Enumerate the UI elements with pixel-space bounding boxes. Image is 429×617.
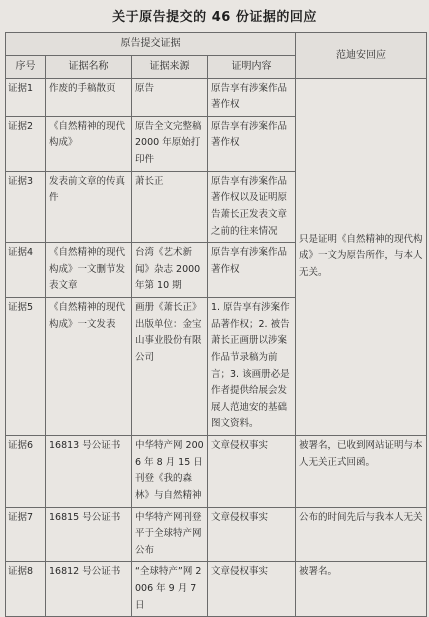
header-response: 范迪安回应 bbox=[296, 33, 427, 79]
row-id: 证据6 bbox=[6, 436, 46, 508]
row-name: 发表前文章的传真件 bbox=[46, 171, 132, 243]
row-id: 证据8 bbox=[6, 562, 46, 617]
row-content: 文章侵权事实 bbox=[208, 507, 296, 562]
header-row-group bbox=[6, 33, 427, 56]
row-name: 《自然精神的现代构成》一文发表 bbox=[46, 298, 132, 436]
row-name: 作废的手稿散页 bbox=[46, 78, 132, 116]
row-content: 原告享有涉案作品著作权 bbox=[208, 116, 296, 171]
header-name: 证据名称 bbox=[46, 56, 132, 79]
row-content: 原告享有涉案作品著作权 bbox=[208, 78, 296, 116]
header-id: 序号 bbox=[6, 56, 46, 79]
row-content: 文章侵权事实 bbox=[208, 436, 296, 508]
row-source: 中华特产网刊登平于全球特产网公布 bbox=[132, 507, 208, 562]
row-source: “全球特产”网 2006 年 9 月 7 日 bbox=[132, 562, 208, 617]
table-row bbox=[6, 78, 427, 116]
header-source: 证据来源 bbox=[132, 56, 208, 79]
row-source: 原告全文完整稿 2000 年原始打印件 bbox=[132, 116, 208, 171]
row-id: 证据1 bbox=[6, 78, 46, 116]
row-name: 16812 号公证书 bbox=[46, 562, 132, 617]
header-group: 原告提交证据 bbox=[6, 33, 296, 56]
row-source: 中华特产网 2006 年 8 月 15 日刊登《我的森林》与自然精神 bbox=[132, 436, 208, 508]
row-response: 被署名。 bbox=[296, 562, 427, 617]
row-content: 文章侵权事实 bbox=[208, 562, 296, 617]
row-id: 证据3 bbox=[6, 171, 46, 243]
table-row bbox=[6, 436, 427, 508]
header-content: 证明内容 bbox=[208, 56, 296, 79]
row-content: 原告享有涉案作品著作权以及证明原告萧长正发表文章之前的往来情况 bbox=[208, 171, 296, 243]
row-response: 公布的时间先后与我本人无关 bbox=[296, 507, 427, 562]
row-content: 1. 原告享有涉案作品著作权；2. 被告萧长正画册以涉案作品节录稿为前言；3. 该画册必是作者提供给展会发展人范迪安的基础图文资料。 bbox=[208, 298, 296, 436]
row-name: 16813 号公证书 bbox=[46, 436, 132, 508]
row-name: 16815 号公证书 bbox=[46, 507, 132, 562]
table-row bbox=[6, 507, 427, 562]
row-name: 《自然精神的现代构成》一文删节发表文章 bbox=[46, 243, 132, 298]
row-content: 原告享有涉案作品著作权 bbox=[208, 243, 296, 298]
evidence-table bbox=[5, 32, 427, 617]
row-response: 被署名，已收到网站证明与本人无关正式回函。 bbox=[296, 436, 427, 508]
row-source: 台湾《艺术新闻》杂志 2000 年第 10 期 bbox=[132, 243, 208, 298]
row-source: 画册《萧长正》出版单位：金宝山事业股份有限公司 bbox=[132, 298, 208, 436]
row-id: 证据5 bbox=[6, 298, 46, 436]
row-id: 证据4 bbox=[6, 243, 46, 298]
row-response: 只是证明《自然精神的现代构成》一文为原告所作，与本人无关。 bbox=[296, 78, 427, 436]
row-id: 证据7 bbox=[6, 507, 46, 562]
row-id: 证据2 bbox=[6, 116, 46, 171]
row-name: 《自然精神的现代构成》 bbox=[46, 116, 132, 171]
row-source: 原告 bbox=[132, 78, 208, 116]
row-source: 萧长正 bbox=[132, 171, 208, 243]
page-title: 关于原告提交的 46 份证据的回应 bbox=[112, 10, 317, 25]
table-row bbox=[6, 562, 427, 617]
